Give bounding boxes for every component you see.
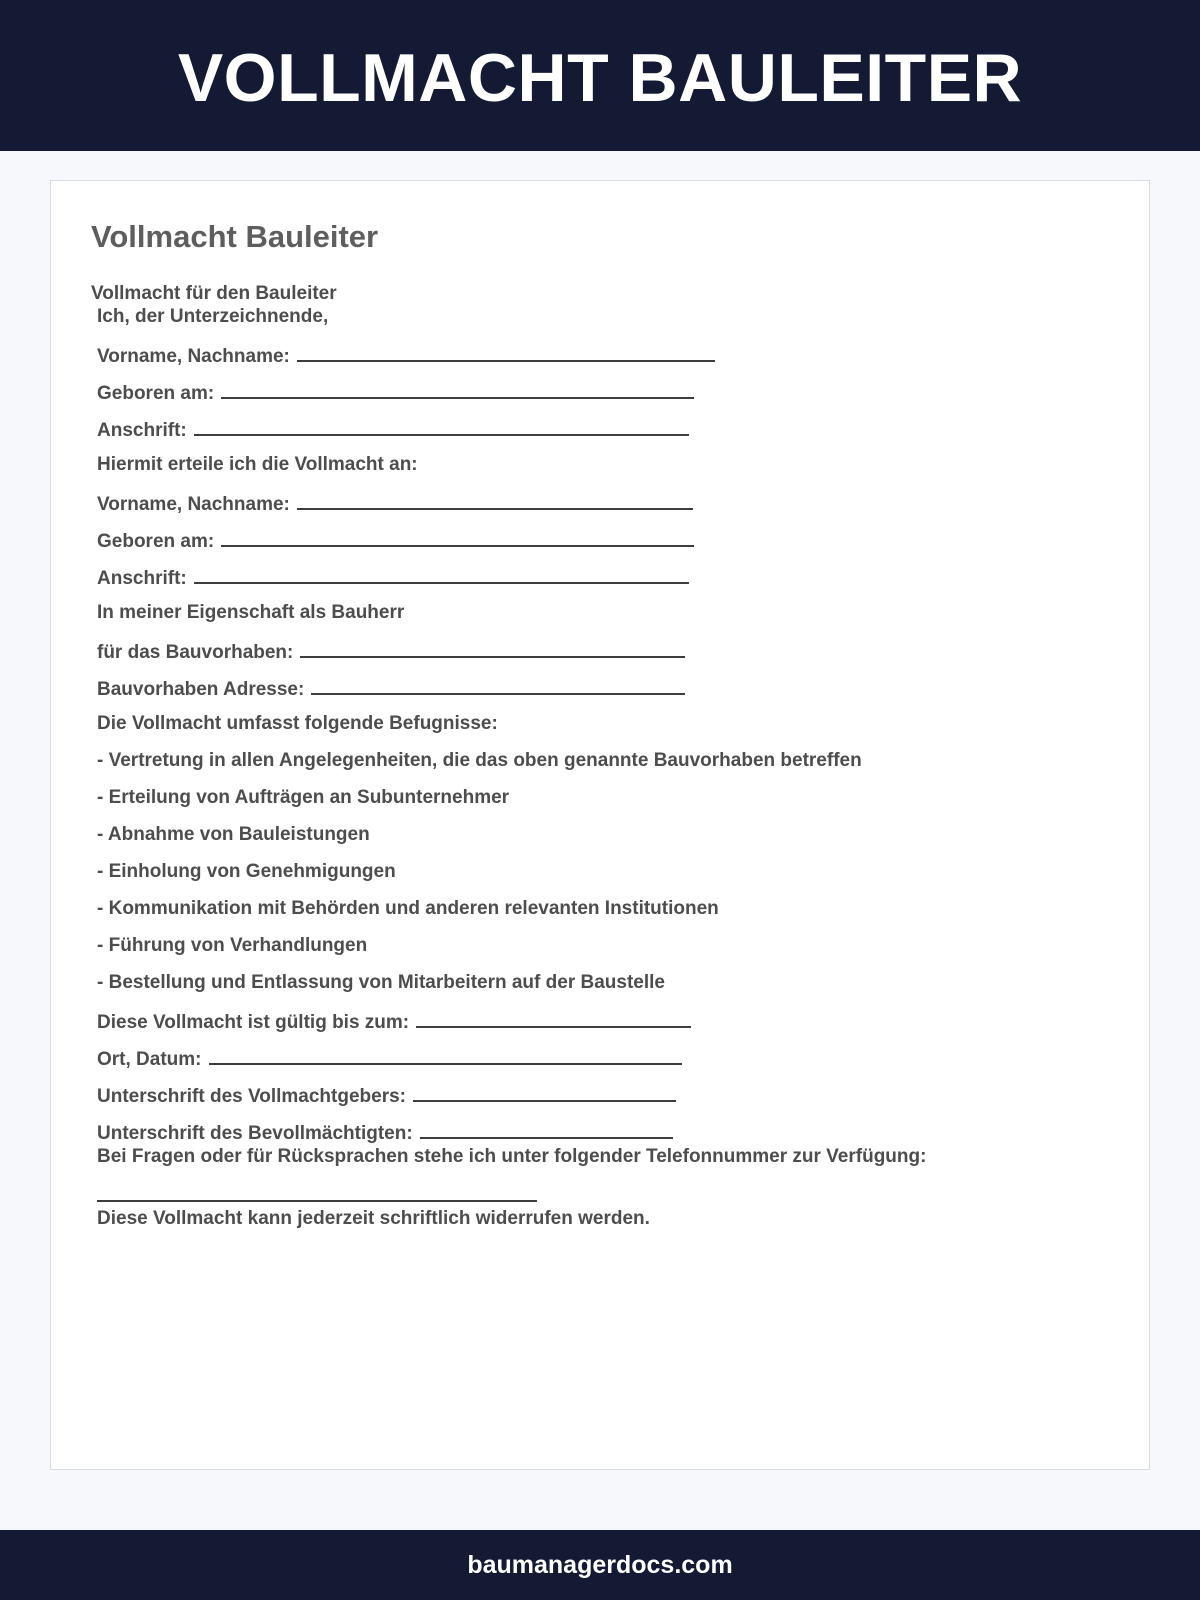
page-title: VOLLMACHT BAULEITER (177, 39, 1023, 116)
power-item: - Einholung von Genehmigungen (97, 861, 396, 882)
agent-birth-field[interactable] (221, 528, 694, 547)
power-item: - Führung von Verhandlungen (97, 935, 368, 956)
place-date-field[interactable] (209, 1046, 682, 1065)
place-date-label: Ort, Datum: (97, 1049, 202, 1070)
place-date-line (97, 1046, 682, 1071)
contact-line (97, 1146, 926, 1168)
capacity-line (97, 602, 404, 624)
document-subtitle: Vollmacht für den Bauleiter (91, 283, 337, 304)
project-address-label: Bauvorhaben Adresse: (97, 679, 305, 700)
agent-name-line (97, 491, 693, 516)
project-address-line (97, 676, 685, 701)
contact-text: Bei Fragen oder für Rücksprachen stehe ich unter folgender Telefonnummer zur Verfügung: (97, 1146, 927, 1167)
grantor-address-field[interactable] (194, 417, 689, 436)
intro-line (97, 306, 328, 328)
agent-birth-label: Geboren am: (97, 531, 215, 552)
signature-grantor-label: Unterschrift des Vollmachtgebers: (97, 1086, 407, 1107)
project-field[interactable] (300, 639, 685, 658)
power-item: - Kommunikation mit Behörden und anderen relevanten Institutionen (97, 898, 719, 919)
grant-statement-line (97, 454, 418, 476)
footer-bar (0, 1530, 1200, 1600)
signature-grantor-field[interactable] (413, 1083, 676, 1102)
document-card (50, 180, 1150, 1470)
grantor-name-field[interactable] (297, 343, 715, 362)
agent-address-field[interactable] (194, 565, 689, 584)
powers-heading-line (97, 713, 498, 735)
power-item: - Abnahme von Bauleistungen (97, 824, 370, 845)
grantor-address-label: Anschrift: (97, 420, 187, 441)
agent-name-field[interactable] (297, 491, 693, 510)
revocation-line (97, 1208, 650, 1230)
grantor-name-line (97, 343, 715, 368)
grantor-birth-field[interactable] (221, 380, 694, 399)
signature-agent-line (97, 1120, 673, 1145)
header-bar (0, 0, 1200, 151)
validity-label: Diese Vollmacht ist gültig bis zum: (97, 1012, 410, 1033)
signature-agent-field[interactable] (420, 1120, 673, 1139)
capacity-text: In meiner Eigenschaft als Bauherr (97, 602, 405, 623)
agent-name-label: Vorname, Nachname: (97, 494, 290, 515)
power-item: - Vertretung in allen Angelegenheiten, die das oben genannte Bauvorhaben betreffen (97, 750, 862, 771)
phone-number-field[interactable] (97, 1183, 537, 1202)
project-address-field[interactable] (311, 676, 685, 695)
project-line (97, 639, 685, 664)
grantor-birth-line (97, 380, 694, 405)
signature-agent-label: Unterschrift des Bevollmächtigten: (97, 1123, 413, 1144)
grantor-birth-label: Geboren am: (97, 383, 215, 404)
grant-statement-text: Hiermit erteile ich die Vollmacht an: (97, 454, 418, 475)
footer-website[interactable]: baumanagerdocs.com (467, 1550, 733, 1579)
powers-heading: Die Vollmacht umfasst folgende Befugnisse: (97, 713, 498, 734)
agent-birth-line (97, 528, 694, 553)
agent-address-line (97, 565, 689, 590)
agent-address-label: Anschrift: (97, 568, 187, 589)
validity-field[interactable] (416, 1009, 691, 1028)
signature-grantor-line (97, 1083, 676, 1108)
power-item: - Erteilung von Aufträgen an Subunternehmer (97, 787, 510, 808)
grantor-address-line (97, 417, 689, 442)
document-title: Vollmacht Bauleiter (91, 219, 379, 254)
intro-text: Ich, der Unterzeichnende, (97, 306, 329, 327)
validity-line (97, 1009, 691, 1034)
revocation-text: Diese Vollmacht kann jederzeit schriftlich widerrufen werden. (97, 1208, 650, 1229)
grantor-name-label: Vorname, Nachname: (97, 346, 290, 367)
power-item: - Bestellung und Entlassung von Mitarbeitern auf der Baustelle (97, 972, 665, 993)
project-label: für das Bauvorhaben: (97, 642, 294, 663)
